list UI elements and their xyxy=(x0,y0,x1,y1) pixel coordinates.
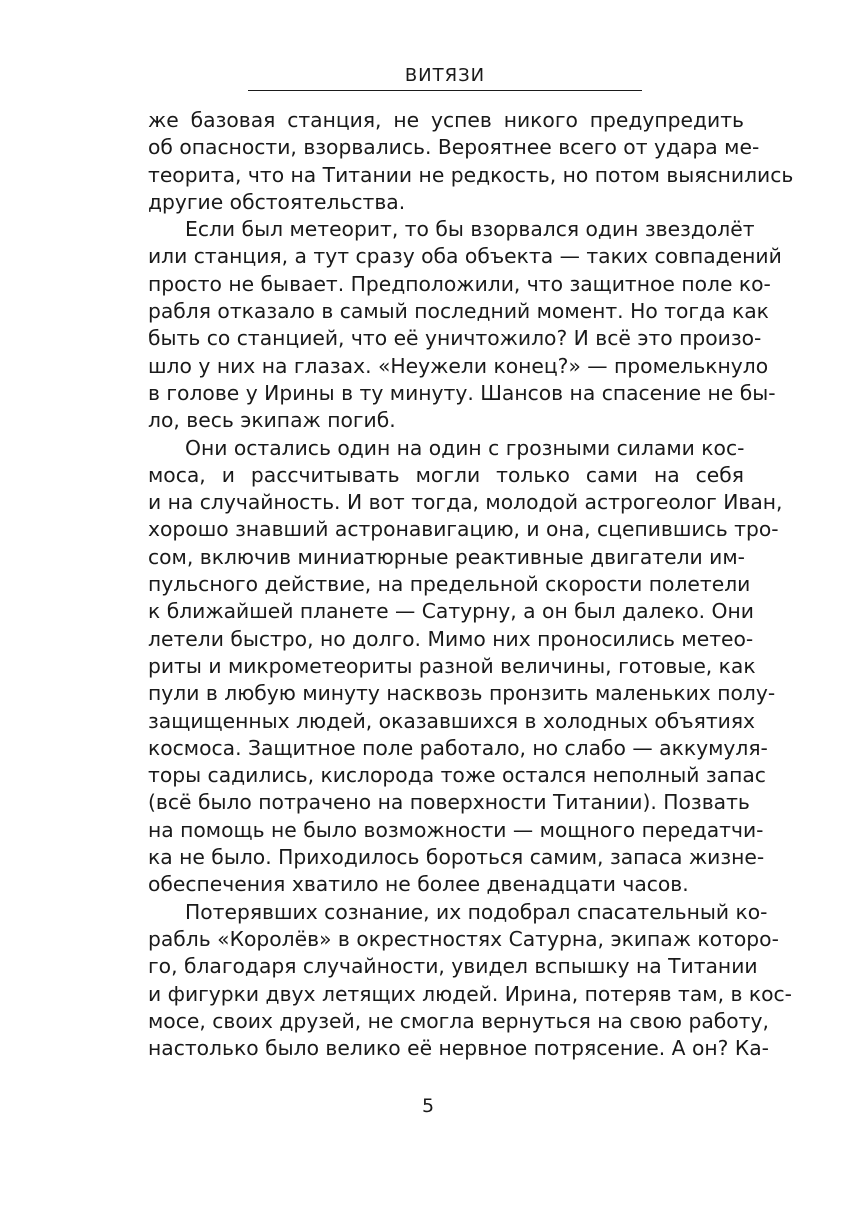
text-line: обеспечения хватило не более двенадцати часов. xyxy=(148,872,689,897)
text-line: мосе, своих друзей, не смогла вернуться на свою работу, xyxy=(148,1008,769,1033)
text-line: риты и микрометеориты разной величины, готовые, как xyxy=(148,653,756,678)
text-line: и на случайность. И вот тогда, молодой астрогеолог Иван, xyxy=(148,490,783,515)
text-line: хорошо знавший астронавигацию, и она, сцепившись тро- xyxy=(148,517,779,542)
text-line: к ближайшей планете — Сатурну, а он был далеко. Они xyxy=(148,599,754,624)
text-line: защищенных людей, оказавшихся в холодных объятиях xyxy=(148,708,756,733)
text-line: настолько было велико её нервное потрясение. А он? Ка- xyxy=(148,1036,770,1061)
text-line: ка не было. Приходилось бороться самим, запаса жизне- xyxy=(148,845,765,870)
text-line: теорита, что на Титании не редкость, но потом выяснились xyxy=(148,162,794,187)
text-line: Если был метеорит, то бы взорвался один звездолёт xyxy=(185,217,755,242)
text-line: го, благодаря случайности, увидел вспышку на Титании xyxy=(148,954,758,979)
header-rule xyxy=(248,90,642,91)
text-line: сом, включив миниатюрные реактивные двигатели им- xyxy=(148,544,745,569)
body-text xyxy=(148,107,794,1062)
text-line: летели быстро, но долго. Мимо них проносились метео- xyxy=(148,626,754,651)
page-number: 5 xyxy=(421,1095,435,1117)
text-line: об опасности, взорвались. Вероятнее всего от удара ме- xyxy=(148,135,760,160)
text-line: рабль «Королёв» в окрестностях Сатурна, экипаж которо- xyxy=(148,926,779,951)
text-line: другие обстоятельства. xyxy=(148,189,406,214)
text-line: шло у них на глазах. «Неужели конец?» — промелькнуло xyxy=(148,353,769,378)
text-line: пульсного действие, на предельной скорости полетели xyxy=(148,572,751,597)
text-line: же базовая станция, не успев никого предупредить xyxy=(148,108,744,132)
text-line: торы садились, кислорода тоже остался неполный запас xyxy=(148,763,766,788)
text-line: на помощь не было возможности — мощного передатчи- xyxy=(148,817,764,842)
text-line: космоса. Защитное поле работало, но слабо — аккумуля- xyxy=(148,735,768,760)
text-line: ло, весь экипаж погиб. xyxy=(148,408,396,433)
text-line: и фигурки двух летящих людей. Ирина, потеряв там, в кос- xyxy=(148,981,792,1006)
text-line: или станция, а тут сразу оба объекта — таких совпадений xyxy=(148,244,782,269)
text-line: просто не бывает. Предположили, что защитное поле ко- xyxy=(148,271,771,296)
text-line: пули в любую минуту насквозь пронзить маленьких полу- xyxy=(148,681,776,706)
text-line: быть со станцией, что её уничтожило? И всё это произо- xyxy=(148,326,762,351)
text-line: в голове у Ирины в ту минуту. Шансов на спасение не бы- xyxy=(148,380,776,405)
text-line: (всё было потрачено на поверхности Титании). Позвать xyxy=(148,790,750,815)
running-title: ВИТЯЗИ xyxy=(404,65,486,86)
text-line: Потерявших сознание, их подобрал спасательный ко- xyxy=(185,899,768,924)
text-line: моса, и рассчитывать могли только сами на себя xyxy=(148,462,744,487)
text-line: рабля отказало в самый последний момент. Но тогда как xyxy=(148,299,769,324)
text-line: Они остались один на один с грозными силами кос- xyxy=(185,435,745,460)
